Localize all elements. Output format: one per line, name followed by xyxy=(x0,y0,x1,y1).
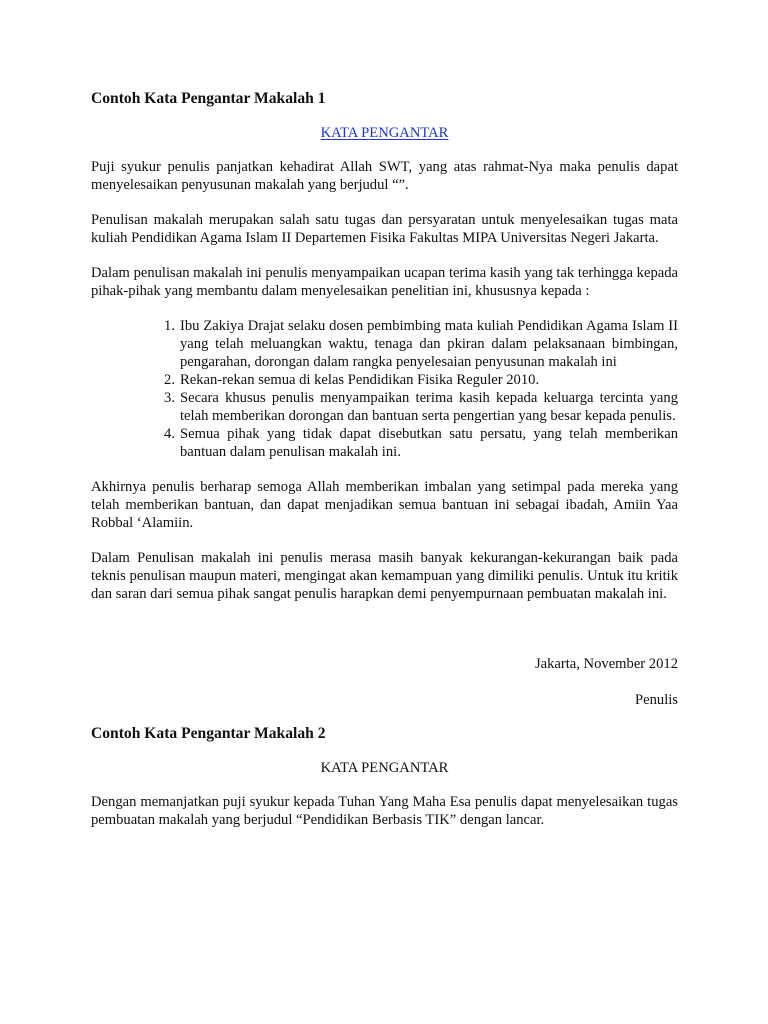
list-item-text: Ibu Zakiya Drajat selaku dosen pembimbing mata kuliah Pendidikan Agama Islam II yang telah meluangkan waktu, tenaga dan pkiran dalam pelaksanaan bimbingan, pengarahan, dorongan dalam rangka penyelesaian penyusunan makalah ini xyxy=(180,318,678,370)
paragraph-opening: Puji syukur penulis panjatkan kehadirat Allah SWT, yang atas rahmat-Nya maka penulis dapat menyelesaikan penyusunan makalah yang berjudul “”. xyxy=(91,159,678,193)
kata-pengantar-heading-2: KATA PENGANTAR xyxy=(320,760,449,776)
list-item xyxy=(164,425,678,461)
list-item-text: Semua pihak yang tidak dapat disebutkan satu persatu, yang telah memberikan bantuan dalam penulisan makalah ini. xyxy=(180,426,678,460)
document-content xyxy=(91,90,678,829)
list-item-text: Rekan-rekan semua di kelas Pendidikan Fisika Reguler 2010. xyxy=(180,372,540,388)
kata-pengantar-link[interactable]: KATA PENGANTAR xyxy=(320,125,449,141)
list-number: 1. xyxy=(164,318,175,334)
list-item-text: Secara khusus penulis menyampaikan terima kasih kepada keluarga tercinta yang telah memberikan dorongan dan bantuan serta pengertian yang besar kepada penulis. xyxy=(180,390,678,424)
thanks-list xyxy=(91,317,678,461)
paragraph-closing-apology: Dalam Penulisan makalah ini penulis merasa masih banyak kekurangan-kekurangan baik pada teknis penulisan maupun materi, mengingat akan kemampuan yang dimiliki penulis. Untuk itu kritik dan saran dari semua pihak sangat penulis harapkan demi penyempurnaan pembuatan makalah ini. xyxy=(91,550,678,602)
signature: Penulis xyxy=(635,692,678,708)
list-item xyxy=(164,371,678,389)
paragraph-thanks-intro: Dalam penulisan makalah ini penulis menyampaikan ucapan terima kasih yang tak terhingga kepada pihak-pihak yang membantu dalam menyelesaikan penelitian ini, khususnya kepada : xyxy=(91,265,678,299)
section-1-title: Contoh Kata Pengantar Makalah 1 xyxy=(91,90,326,107)
section-2-title: Contoh Kata Pengantar Makalah 2 xyxy=(91,725,326,742)
list-item xyxy=(164,317,678,371)
list-number: 2. xyxy=(164,372,175,388)
paragraph-section-2: Dengan memanjatkan puji syukur kepada Tuhan Yang Maha Esa penulis dapat menyelesaikan tugas pembuatan makalah yang berjudul “Pendidikan Berbasis TIK” dengan lancar. xyxy=(91,794,678,828)
list-item xyxy=(164,389,678,425)
paragraph-purpose: Penulisan makalah merupakan salah satu tugas dan persyaratan untuk menyelesaikan tugas mata kuliah Pendidikan Agama Islam II Departemen Fisika Fakultas MIPA Universitas Negeri Jakarta. xyxy=(91,212,678,246)
paragraph-closing-prayer: Akhirnya penulis berharap semoga Allah memberikan imbalan yang setimpal pada mereka yang telah memberikan bantuan, dan dapat menjadikan semua bantuan ini sebagai ibadah, Amiin Yaa Robbal ‘Alamiin. xyxy=(91,479,678,531)
list-number: 4. xyxy=(164,426,175,442)
place-date: Jakarta, November 2012 xyxy=(534,656,678,672)
list-number: 3. xyxy=(164,390,175,406)
